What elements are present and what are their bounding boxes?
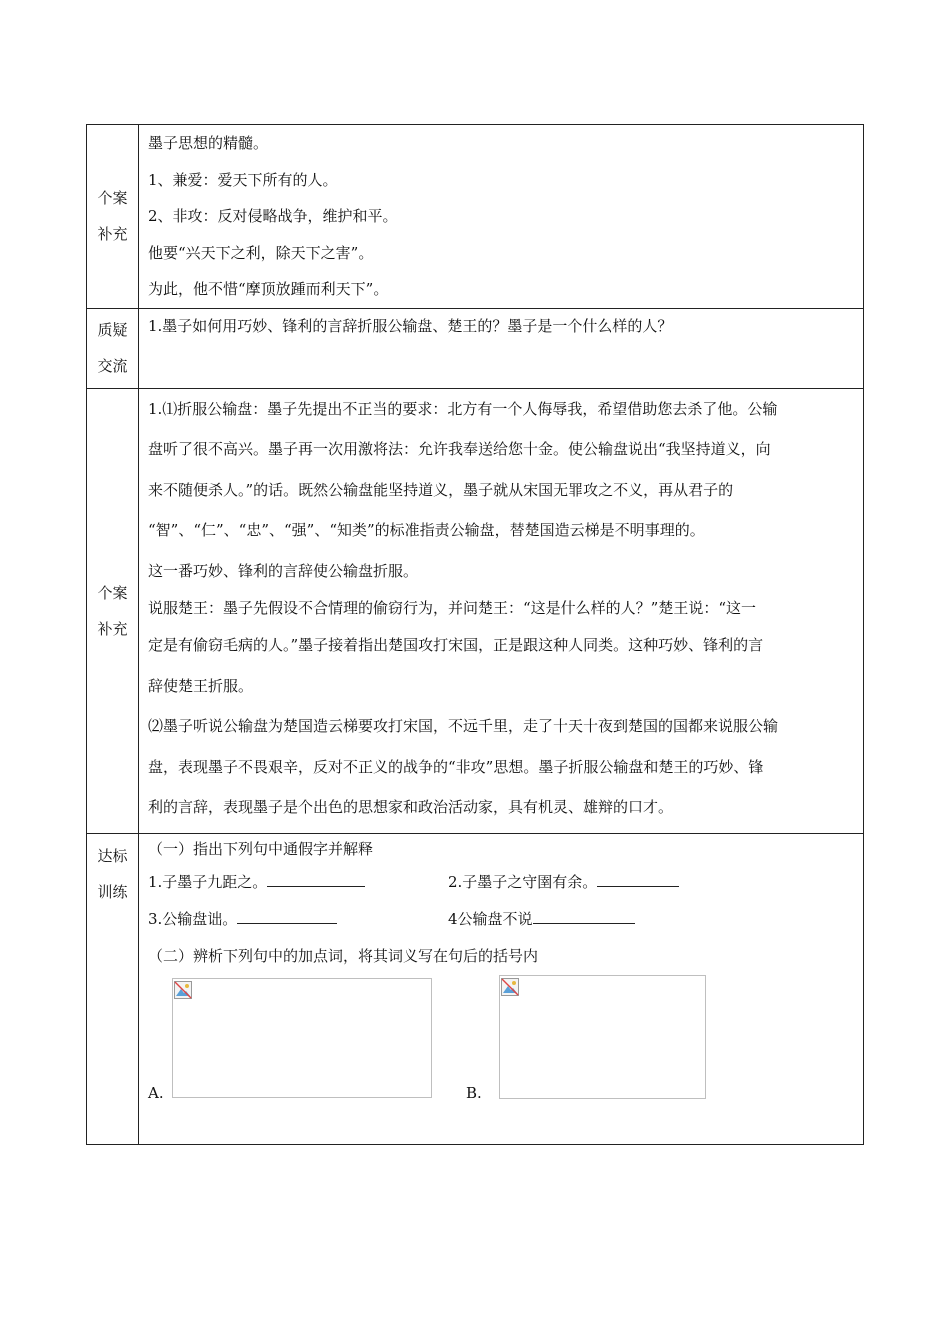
answer-blank[interactable]	[237, 910, 337, 924]
label-line: 达标	[97, 846, 128, 865]
text-line: 盘，表现墨子不畏艰辛，反对不正义的战争的“非攻”思想。墨子折服公输盘和楚王的巧妙、锋	[148, 757, 764, 776]
broken-image-icon	[174, 981, 192, 999]
exercise-heading: （一）指出下列句中通假字并解释	[148, 839, 374, 858]
label-line: 补充	[97, 619, 128, 638]
row-content	[139, 388, 864, 833]
text-line: 1、兼爱：爱天下所有的人。	[148, 170, 338, 189]
row-label	[87, 308, 139, 388]
option-a-image	[172, 978, 432, 1098]
option-a-label: A.	[148, 1083, 164, 1102]
answer-blank[interactable]	[267, 873, 365, 887]
answer-blank[interactable]	[597, 873, 679, 887]
text-line: 利的言辞，表现墨子是个出色的思想家和政治活动家，具有机灵、雄辩的口才。	[148, 798, 674, 816]
text-line: 辞使楚王折服。	[148, 676, 254, 695]
question-item: 3.公输盘诎。	[148, 901, 448, 938]
text-line: 2、非攻：反对侵略战争，维护和平。	[148, 207, 398, 225]
answer-blank[interactable]	[533, 910, 635, 924]
question-item: 1.子墨子九距之。	[148, 864, 448, 901]
table-row	[87, 833, 864, 1144]
row-label	[87, 388, 139, 833]
text-line: 他要“兴天下之利，除天下之害”。	[148, 243, 374, 262]
label-line: 个案	[97, 583, 128, 602]
text-line: 说服楚王：墨子先假设不合情理的偷窃行为，并问楚王：“这是什么样的人？”楚王说：“这一	[148, 599, 757, 617]
text-line: 盘听了很不高兴。墨子再一次用激将法：允许我奉送给您十金。使公输盘说出“我坚持道义，向	[148, 440, 771, 458]
table-row	[87, 125, 864, 309]
question-row	[148, 901, 855, 938]
row-label	[87, 125, 139, 309]
broken-image-icon	[501, 978, 519, 996]
row-content	[139, 125, 864, 309]
question-item: 4公输盘不说	[448, 901, 748, 938]
label-line: 补充	[97, 225, 128, 244]
image-options	[148, 974, 855, 1144]
label-line: 交流	[97, 357, 128, 375]
text-line: 墨子思想的精髓。	[148, 134, 269, 152]
exercise-heading: （二）辨析下列句中的加点词，将其词义写在句后的括号内	[148, 946, 539, 965]
lesson-table	[86, 124, 864, 1145]
text-line: 来不随便杀人。”的话。既然公输盘能坚持道义，墨子就从宋国无罪攻之不义，再从君子的	[148, 480, 734, 499]
text-line: 1.⑴折服公输盘：墨子先提出不正当的要求：北方有一个人侮辱我，希望借助您去杀了他。公输	[148, 399, 778, 418]
text-line: 这一番巧妙、锋利的言辞使公输盘折服。	[148, 561, 419, 580]
row-content	[139, 833, 864, 1144]
question-item: 2.子墨子之守圉有余。	[448, 864, 748, 901]
text-line: 1.墨子如何用巧妙、锋利的言辞折服公输盘、楚王的？墨子是一个什么样的人？	[148, 316, 673, 335]
text-line: “智”、“仁”、“忠”、“强”、“知类”的标准指责公输盘，替楚国造云梯是不明事理的。	[148, 521, 705, 539]
worksheet	[86, 124, 864, 1145]
option-b-image	[499, 975, 706, 1099]
question-row	[148, 864, 855, 901]
option-b-label: B.	[466, 1083, 482, 1102]
text-line: 为此，他不惜“摩顶放踵而利天下”。	[148, 280, 389, 298]
label-line: 质疑	[97, 321, 128, 339]
text-line: ⑵墨子听说公输盘为楚国造云梯要攻打宋国，不远千里，走了十天十夜到楚国的国都来说服公输	[148, 717, 779, 735]
label-line: 个案	[97, 189, 128, 208]
row-content	[139, 308, 864, 388]
table-row	[87, 308, 864, 388]
text-line: 定是有偷窃毛病的人。”墨子接着指出楚国攻打宋国，正是跟这种人同类。这种巧妙、锋利的言	[148, 636, 764, 654]
table-row	[87, 388, 864, 833]
row-label	[87, 833, 139, 1144]
label-line: 训练	[97, 882, 128, 901]
